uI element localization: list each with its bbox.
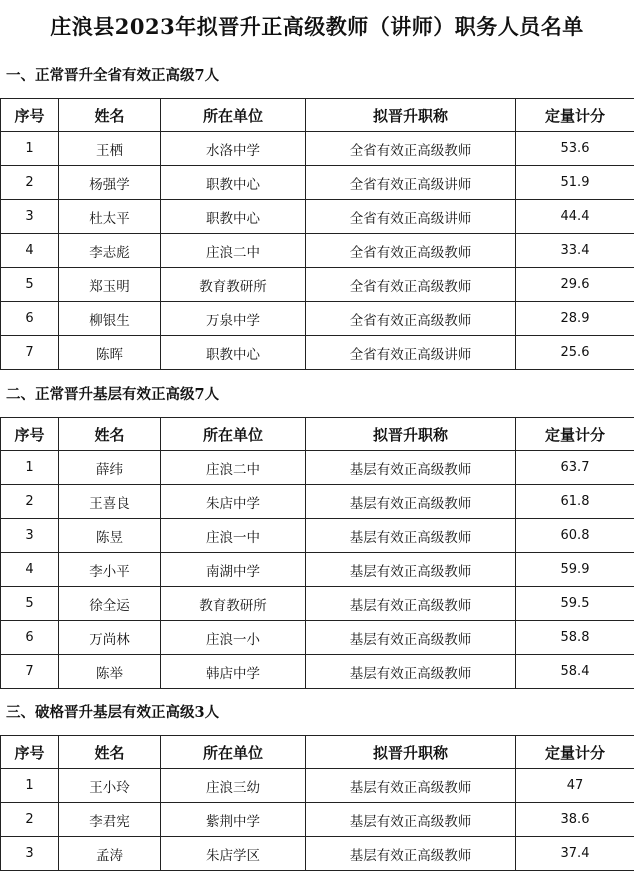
cell-name: 万尚林	[59, 621, 161, 655]
header-unit: 所在单位	[161, 736, 306, 769]
cell-index: 3	[1, 519, 59, 553]
cell-index: 3	[1, 200, 59, 234]
header-title: 拟晋升职称	[306, 99, 516, 132]
cell-unit: 水洛中学	[161, 132, 306, 166]
table-header-row	[1, 418, 634, 451]
cell-index: 6	[1, 621, 59, 655]
cell-name: 陈举	[59, 655, 161, 689]
cell-title: 基层有效正高级教师	[306, 837, 516, 871]
cell-title: 全省有效正高级讲师	[306, 200, 516, 234]
header-title: 拟晋升职称	[306, 418, 516, 451]
cell-index: 6	[1, 302, 59, 336]
cell-title: 基层有效正高级教师	[306, 451, 516, 485]
cell-score: 29.6	[516, 268, 634, 302]
table-section-2	[0, 417, 634, 689]
cell-index: 4	[1, 553, 59, 587]
section-title-3: 三、破格晋升基层有效正高级3人	[6, 704, 220, 721]
cell-unit: 紫荆中学	[161, 803, 306, 837]
cell-unit: 朱店中学	[161, 485, 306, 519]
cell-title: 全省有效正高级教师	[306, 132, 516, 166]
cell-unit: 职教中心	[161, 166, 306, 200]
header-index: 序号	[1, 736, 59, 769]
table-row	[1, 803, 634, 837]
cell-unit: 南湖中学	[161, 553, 306, 587]
cell-score: 61.8	[516, 485, 634, 519]
table-header-row	[1, 736, 634, 769]
table-row	[1, 519, 634, 553]
cell-title: 全省有效正高级讲师	[306, 166, 516, 200]
table-row	[1, 553, 634, 587]
cell-unit: 庄浪三幼	[161, 769, 306, 803]
cell-name: 杜太平	[59, 200, 161, 234]
cell-name: 王小玲	[59, 769, 161, 803]
table-section-3	[0, 735, 634, 871]
cell-name: 柳银生	[59, 302, 161, 336]
cell-index: 2	[1, 485, 59, 519]
cell-index: 5	[1, 268, 59, 302]
table-row	[1, 268, 634, 302]
cell-unit: 庄浪一小	[161, 621, 306, 655]
cell-name: 徐全运	[59, 587, 161, 621]
cell-title: 全省有效正高级讲师	[306, 336, 516, 370]
cell-title: 全省有效正高级教师	[306, 302, 516, 336]
cell-index: 7	[1, 655, 59, 689]
table-row	[1, 234, 634, 268]
header-name: 姓名	[59, 99, 161, 132]
section-title-2: 二、正常晋升基层有效正高级7人	[6, 386, 220, 403]
table-row	[1, 132, 634, 166]
cell-index: 2	[1, 166, 59, 200]
table-row	[1, 336, 634, 370]
table-row	[1, 166, 634, 200]
cell-index: 1	[1, 769, 59, 803]
cell-unit: 庄浪二中	[161, 234, 306, 268]
table-row	[1, 302, 634, 336]
cell-title: 基层有效正高级教师	[306, 803, 516, 837]
header-unit: 所在单位	[161, 418, 306, 451]
header-index: 序号	[1, 99, 59, 132]
cell-score: 60.8	[516, 519, 634, 553]
cell-index: 4	[1, 234, 59, 268]
cell-score: 59.5	[516, 587, 634, 621]
cell-title: 基层有效正高级教师	[306, 621, 516, 655]
header-unit: 所在单位	[161, 99, 306, 132]
cell-score: 28.9	[516, 302, 634, 336]
cell-unit: 职教中心	[161, 200, 306, 234]
cell-unit: 庄浪一中	[161, 519, 306, 553]
table-section-1	[0, 98, 634, 370]
cell-name: 陈晖	[59, 336, 161, 370]
cell-score: 47	[516, 769, 634, 803]
cell-name: 薛纬	[59, 451, 161, 485]
cell-title: 全省有效正高级教师	[306, 234, 516, 268]
section-title-1: 一、正常晋升全省有效正高级7人	[6, 67, 220, 84]
page-title: 庄浪县2023年拟晋升正高级教师（讲师）职务人员名单	[50, 14, 584, 39]
cell-unit: 职教中心	[161, 336, 306, 370]
cell-name: 李志彪	[59, 234, 161, 268]
cell-title: 基层有效正高级教师	[306, 553, 516, 587]
cell-index: 5	[1, 587, 59, 621]
cell-name: 李小平	[59, 553, 161, 587]
header-title: 拟晋升职称	[306, 736, 516, 769]
cell-name: 陈昱	[59, 519, 161, 553]
table-row	[1, 485, 634, 519]
header-score: 定量计分	[516, 99, 634, 132]
cell-score: 37.4	[516, 837, 634, 871]
cell-unit: 庄浪二中	[161, 451, 306, 485]
cell-index: 1	[1, 451, 59, 485]
cell-name: 杨强学	[59, 166, 161, 200]
cell-name: 王喜良	[59, 485, 161, 519]
cell-name: 李君宪	[59, 803, 161, 837]
cell-title: 基层有效正高级教师	[306, 519, 516, 553]
cell-score: 33.4	[516, 234, 634, 268]
header-index: 序号	[1, 418, 59, 451]
cell-index: 7	[1, 336, 59, 370]
table-row	[1, 769, 634, 803]
cell-unit: 韩店中学	[161, 655, 306, 689]
table-row	[1, 200, 634, 234]
cell-score: 59.9	[516, 553, 634, 587]
cell-name: 郑玉明	[59, 268, 161, 302]
cell-unit: 朱店学区	[161, 837, 306, 871]
header-name: 姓名	[59, 418, 161, 451]
cell-unit: 万泉中学	[161, 302, 306, 336]
cell-title: 基层有效正高级教师	[306, 485, 516, 519]
cell-score: 51.9	[516, 166, 634, 200]
cell-index: 2	[1, 803, 59, 837]
cell-title: 基层有效正高级教师	[306, 587, 516, 621]
cell-name: 王栖	[59, 132, 161, 166]
cell-score: 63.7	[516, 451, 634, 485]
cell-name: 孟涛	[59, 837, 161, 871]
header-score: 定量计分	[516, 736, 634, 769]
cell-unit: 教育教研所	[161, 587, 306, 621]
cell-score: 25.6	[516, 336, 634, 370]
cell-index: 3	[1, 837, 59, 871]
cell-title: 全省有效正高级教师	[306, 268, 516, 302]
cell-title: 基层有效正高级教师	[306, 655, 516, 689]
cell-score: 58.8	[516, 621, 634, 655]
table-row	[1, 655, 634, 689]
header-score: 定量计分	[516, 418, 634, 451]
cell-score: 44.4	[516, 200, 634, 234]
cell-index: 1	[1, 132, 59, 166]
cell-score: 38.6	[516, 803, 634, 837]
header-name: 姓名	[59, 736, 161, 769]
table-row	[1, 621, 634, 655]
cell-score: 58.4	[516, 655, 634, 689]
table-row	[1, 451, 634, 485]
cell-unit: 教育教研所	[161, 268, 306, 302]
table-row	[1, 587, 634, 621]
cell-score: 53.6	[516, 132, 634, 166]
table-header-row	[1, 99, 634, 132]
cell-title: 基层有效正高级教师	[306, 769, 516, 803]
table-row	[1, 837, 634, 871]
